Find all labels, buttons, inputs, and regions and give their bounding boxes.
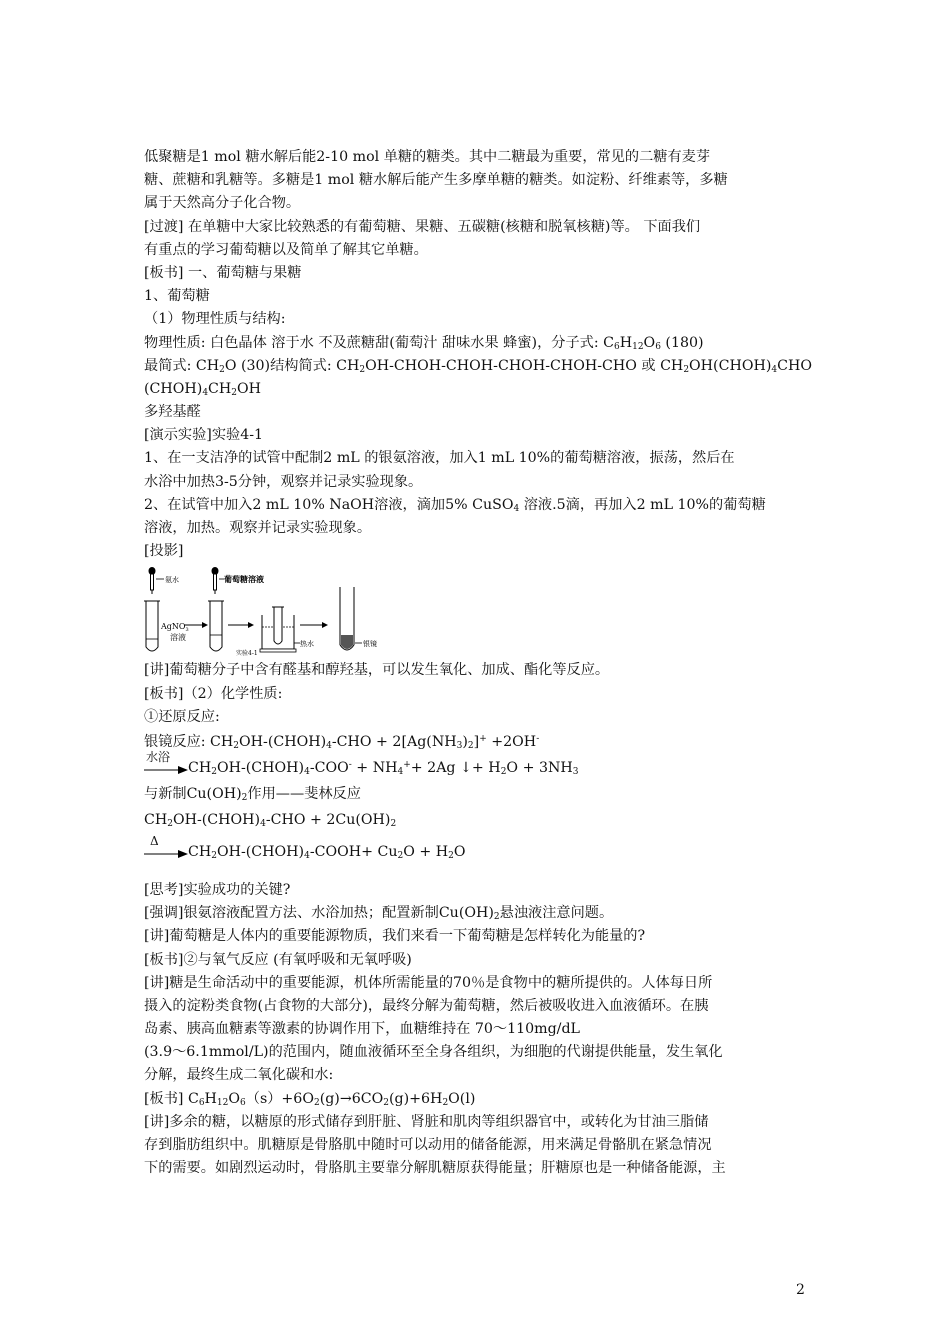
beaker-icon <box>260 607 296 652</box>
text-line: [讲]葡萄糖分子中含有醛基和醇羟基，可以发生氧化、加成、酯化等反应。 <box>144 662 610 679</box>
equation-line: 水浴 $CH_2OH-(CHOH)_4-COO^- + NH_4^++ 2Ag$ ↓+ $H_2O + 3NH_3$ <box>146 749 579 777</box>
arrow-icon <box>144 766 188 774</box>
arrow-icon <box>144 850 188 858</box>
label-hotwater: 热水 <box>300 640 314 649</box>
section-heading: [板书] 一、葡萄糖与果糖 <box>144 264 302 281</box>
formula-line: $(CHOH)_4CH_2OH$ <box>144 380 262 398</box>
label-mirror: 银镜 <box>363 640 377 649</box>
text-line: 与新制$Cu(OH)_2$作用——斐林反应 <box>144 785 361 803</box>
text-line: [过渡] 在单糖中大家比较熟悉的有葡萄糖、果糖、五碳糖(核糖和脱氧核糖)等。 下面我们 <box>144 218 701 235</box>
equation-line: 银镜反应: $CH_2OH-(CHOH)_4$-CHO + $2[Ag(NH_3)_2]^+ +2OH^-$ <box>144 733 540 751</box>
text-line: [演示实验]实验4-1 <box>144 427 264 444</box>
section-heading: [板书]②与氧气反应 (有氧呼吸和无氧呼吸) <box>144 951 412 968</box>
text-line: 糖、蔗糖和乳糖等。多糖是1 mol 糖水解后能产生多摩单糖的糖类。如淀粉、纤维素等，多糖 <box>144 172 728 189</box>
test-tube-icon <box>144 601 160 651</box>
text-line: [强调]银氨溶液配置方法、水浴加热；配置新制$Cu(OH)_2$悬浊液注意问题。 <box>144 905 614 923</box>
test-tube-icon <box>208 601 224 651</box>
text-line: (3.9～6.1mmol/L)的范围内，随血液循环至全身各组织，为细胞的代谢提供能量，发生氧化 <box>144 1044 723 1061</box>
text-line: 岛素、胰高血糖素等激素的协调作用下，血糖维持在 70～110mg/dL <box>144 1021 580 1038</box>
text-line: [讲]多余的糖，以糖原的形式储存到肝脏、肾脏和肌肉等组织器官中，或转化为甘油三脂储 <box>144 1113 709 1130</box>
equation-line: $CH_2OH-(CHOH)_4$-CHO + $2Cu(OH)_2$ <box>144 811 397 829</box>
label-ammonia: 氨水 <box>165 576 179 585</box>
formula-line: 最简式: $CH_2O$ (30)结构简式: $CH_2OH-CHOH-CHOH-CHOH-CHOH$-CHO 或 $CH_2OH(CHOH)_4CHO$ <box>144 357 812 375</box>
subsection-heading: 1、葡萄糖 <box>144 288 210 305</box>
label-agno3: AgNO$_3$ <box>161 622 189 634</box>
arrow-icon <box>300 622 328 628</box>
reaction-arrow: 水浴 <box>144 758 188 778</box>
text-line: [讲]葡萄糖是人体内的重要能源物质，我们来看一下葡萄糖是怎样转化为能量的? <box>144 928 646 945</box>
document-body <box>144 146 810 1180</box>
spacer <box>144 865 810 879</box>
text-line: 存到脂肪组织中。肌糖原是骨胳肌中随时可以动用的储备能源，用来满足骨骼肌在紧急情况 <box>144 1137 712 1153</box>
experiment-diagram <box>144 565 414 657</box>
experiment-figure <box>144 565 414 657</box>
text-line: 低聚糖是1 mol 糖水解后能2-10 mol 单糖的糖类。其中二糖最为重要，常见的二糖有麦芽 <box>144 149 711 165</box>
text-line: 水浴中加热3-5分钟，观察并记录实验现象。 <box>144 473 423 490</box>
text-line: 2、在试管中加入2 mL 10% NaOH溶液，滴加5% CuSO$_4$ 溶液.5滴，再加入2 mL 10%的葡萄糖 <box>144 496 766 514</box>
text-line: 有重点的学习葡萄糖以及简单了解其它单糖。 <box>144 241 428 258</box>
text-line: 分解，最终生成二氧化碳和水: <box>144 1067 334 1084</box>
equation-line: [板书] $C_6H_{12}O_6(s)+6O_2(g)\to 6CO_2(g)+6H_2O(l)$ <box>144 1090 476 1108</box>
text-line: 属于天然高分子化合物。 <box>144 195 301 212</box>
text-line: 摄入的淀粉类食物(占食物的大部分)，最终分解为葡萄糖，然后被吸收进入血液循环。在胰 <box>144 997 709 1014</box>
text-line: 1、在一支洁净的试管中配制2 mL 的银氨溶液，加入1 mL 10%的葡萄糖溶液，振荡，然后在 <box>144 450 735 467</box>
section-heading: [板书]（2）化学性质: <box>144 685 283 702</box>
test-tube-icon <box>340 587 354 650</box>
text-line: [讲]糖是生命活动中的重要能源，机体所需能量的70％是食物中的糖所提供的。人体每日所 <box>144 974 713 991</box>
reaction-arrow: Δ <box>144 842 188 862</box>
page-number: 2 <box>796 1282 805 1298</box>
dropper-icon <box>212 567 225 594</box>
dropper-icon <box>149 567 165 594</box>
text-line: 下的需要。如剧烈运动时，骨胳肌主要靠分解肌糖原获得能量；肝糖原也是一种储备能源，主 <box>144 1160 726 1177</box>
text-line: ①还原反应: <box>144 708 220 725</box>
text-line: 溶液，加热。观察并记录实验现象。 <box>144 520 372 536</box>
label-glucose: 葡萄糖溶液 <box>224 574 264 585</box>
physical-properties-line: 物理性质: 白色晶体 溶于水 不及蔗糖甜(葡萄汁 甜味水果 蜂蜜)，分子式: $C_6H_{12}O_6$ (180) <box>144 334 704 352</box>
equation-line: Δ $CH_2OH-(CHOH)_4-COOH+ Cu_2O + H_2O$ <box>144 839 810 865</box>
subsection-heading: （1）物理性质与结构: <box>144 311 286 328</box>
arrow-icon <box>228 622 254 628</box>
label-solution: 溶液 <box>170 633 186 643</box>
label-experiment: 实验4-1 <box>236 650 258 658</box>
text-line: 多羟基醛 <box>144 404 201 421</box>
text-line: [思考]实验成功的关键? <box>144 881 291 898</box>
text-line: [投影] <box>144 543 184 560</box>
